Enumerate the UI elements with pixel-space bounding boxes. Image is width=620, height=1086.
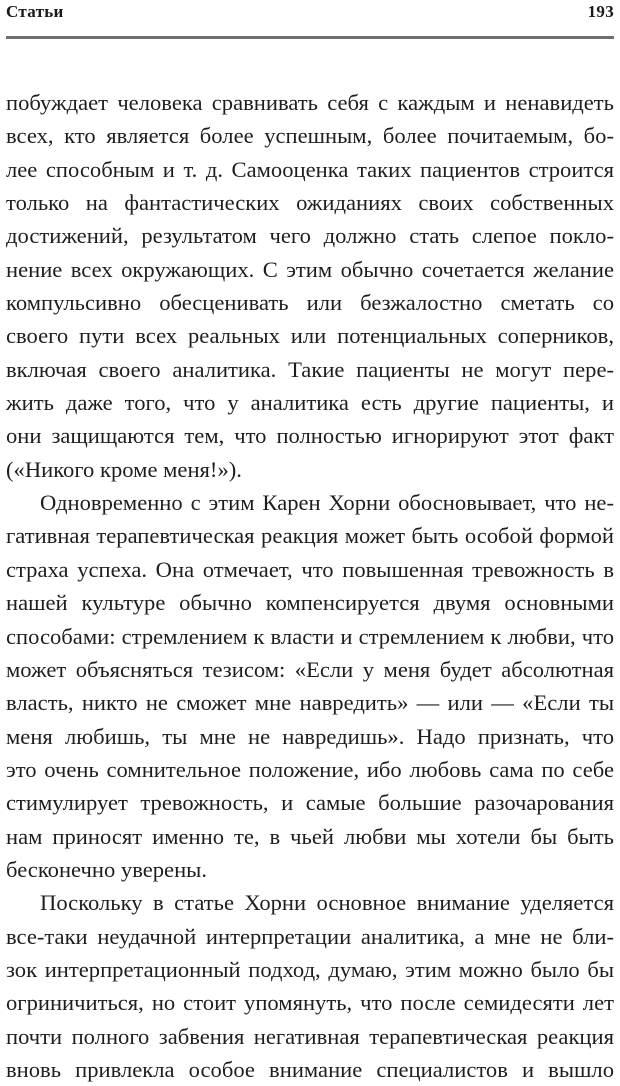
text-line: нашей культуре обычно компенсируется двумя основными	[6, 590, 614, 616]
text-line: вновь привлекла особое внимание специалистов и вышло	[6, 1056, 614, 1082]
text-line: огриничиться, но стоит упомянуть, что после семидесяти лет	[6, 990, 614, 1016]
paragraph	[6, 486, 614, 886]
text-line: власть, никто не сможет мне навредить» — или — «Если ты	[6, 690, 614, 716]
text-line: («Никого кроме меня!»).	[6, 456, 242, 482]
text-line: всех, кто является более успешным, более почитаемым, бо-	[6, 123, 614, 149]
text-line: только на фантастических ожиданиях своих собственных	[6, 190, 614, 216]
paragraph	[6, 86, 614, 486]
running-header	[6, 2, 614, 28]
text-line: почти полного забвения негативная терапевтическая реакция	[6, 1023, 614, 1049]
text-line: компульсивно обесценивать или безжалостно сметать со	[6, 290, 614, 316]
text-line: это очень сомнительное положение, ибо любовь сама по себе	[6, 756, 614, 782]
text-line: все-таки неудачной интерпретации аналитика, а мне не бли-	[6, 923, 614, 949]
text-line: включая своего аналитика. Такие пациенты не могут пере-	[6, 356, 614, 382]
text-line: Одновременно с этим Карен Хорни обосновывает, что не-	[40, 490, 614, 516]
text-line: способами: стремлением к власти и стремлением к любви, что	[6, 623, 614, 649]
text-line: нение всех окружающих. С этим обычно сочетается желание	[6, 256, 614, 282]
text-line: может объясняться тезисом: «Если у меня будет абсолютная	[6, 656, 614, 682]
text-line: побуждает человека сравнивать себя с каждым и ненавидеть	[6, 90, 614, 115]
text-line: нам приносят именно те, в чьей любви мы хотели бы быть	[6, 823, 614, 849]
text-line: гативная терапевтическая реакция может быть особой формой	[6, 523, 614, 549]
text-line: бесконечно уверены.	[6, 856, 208, 882]
text-line: Поскольку в статье Хорни основное внимание уделяется	[40, 890, 614, 916]
text-line: достижений, результатом чего должно стать слепое покло-	[6, 223, 614, 249]
text-line: жить даже того, что у аналитика есть другие пациенты, и	[6, 390, 614, 416]
body-text	[6, 86, 614, 1086]
text-line: зок интерпретационный подход, думаю, этим можно было бы	[6, 956, 614, 982]
section-title: Статьи	[6, 2, 64, 21]
text-line: они защищаются тем, что полностью игнорируют этот факт	[6, 423, 614, 449]
text-line: страха успеха. Она отмечает, что повышенная тревожность в	[6, 556, 614, 582]
header-rule	[6, 36, 614, 39]
page-number: 193	[587, 2, 614, 21]
text-line: лее способным и т. д. Самооценка таких пациентов строится	[6, 156, 614, 182]
paragraph	[6, 886, 614, 1086]
text-line: меня любишь, ты мне не навредишь». Надо признать, что	[6, 723, 614, 749]
text-line: стимулирует тревожность, и самые большие разочарования	[6, 790, 614, 816]
text-line: своего пути всех реальных или потенциальных соперников,	[6, 323, 614, 349]
